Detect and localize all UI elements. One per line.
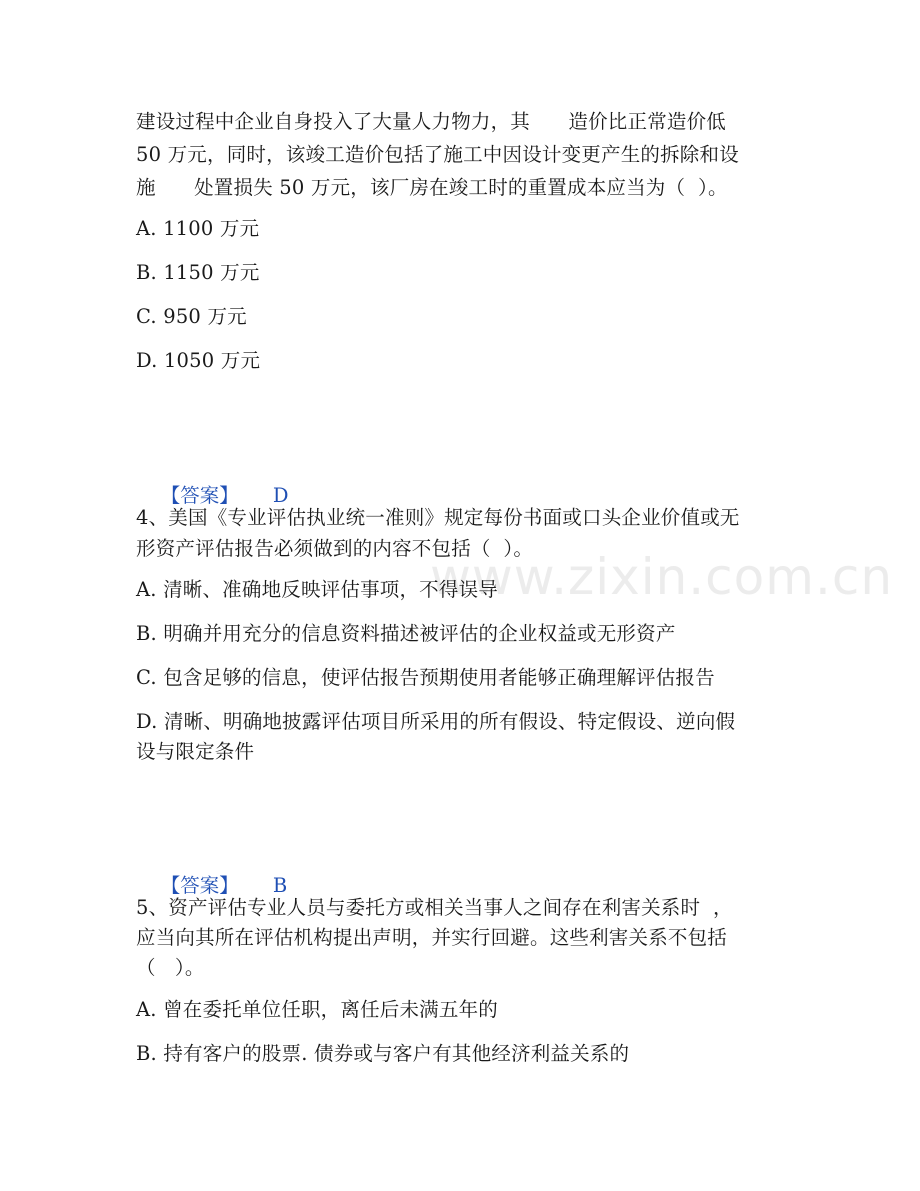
question-3-line-1: 建设过程中企业自身投入了大量人力物力，其 造价比正常造价低 bbox=[136, 110, 726, 133]
question-5-line-3: （ ）。 bbox=[136, 956, 205, 979]
question-3-option-c: C. 950 万元 bbox=[136, 305, 247, 328]
question-5-option-b: B. 持有客户的股票. 债券或与客户有其他经济利益关系的 bbox=[136, 1042, 630, 1065]
answer-value: B bbox=[272, 874, 288, 897]
question-4-line-2: 形资产评估报告必须做到的内容不包括（ ）。 bbox=[136, 537, 534, 560]
answer-tag: 【答案】 bbox=[160, 874, 239, 897]
question-4-line-1: 4、美国《专业评估执业统一准则》规定每份书面或口头企业价值或无 bbox=[136, 506, 740, 529]
question-4-option-c: C. 包含足够的信息，使评估报告预期使用者能够正确理解评估报告 bbox=[136, 666, 715, 689]
answer-value: D bbox=[272, 484, 289, 507]
question-5-option-a: A. 曾在委托单位任职，离任后未满五年的 bbox=[136, 998, 498, 1021]
question-4-option-d-line-1: D. 清晰、明确地披露评估项目所采用的所有假设、特定假设、逆向假 bbox=[136, 710, 736, 733]
question-3-line-3: 施 处置损失 50 万元，该厂房在竣工时的重置成本应当为（ ）。 bbox=[136, 176, 728, 199]
question-5-line-2: 应当向其所在评估机构提出声明，并实行回避。这些利害关系不包括 bbox=[136, 926, 728, 949]
question-3-option-d: D. 1050 万元 bbox=[136, 349, 261, 372]
answer-tag: 【答案】 bbox=[160, 484, 239, 507]
question-5-line-1: 5、资产评估专业人员与委托方或相关当事人之间存在利害关系时 ， bbox=[136, 896, 733, 919]
watermark: www.zixin.com.cn bbox=[430, 548, 894, 606]
question-3-line-2: 50 万元，同时，该竣工造价包括了施工中因设计变更产生的拆除和设 bbox=[136, 143, 739, 166]
question-4-option-a: A. 清晰、准确地反映评估事项，不得误导 bbox=[136, 578, 498, 601]
question-4-option-b: B. 明确并用充分的信息资料描述被评估的企业权益或无形资产 bbox=[136, 622, 676, 645]
question-3-option-b: B. 1150 万元 bbox=[136, 261, 260, 284]
question-4-option-d-line-2: 设与限定条件 bbox=[136, 740, 255, 763]
question-3-option-a: A. 1100 万元 bbox=[136, 217, 260, 240]
